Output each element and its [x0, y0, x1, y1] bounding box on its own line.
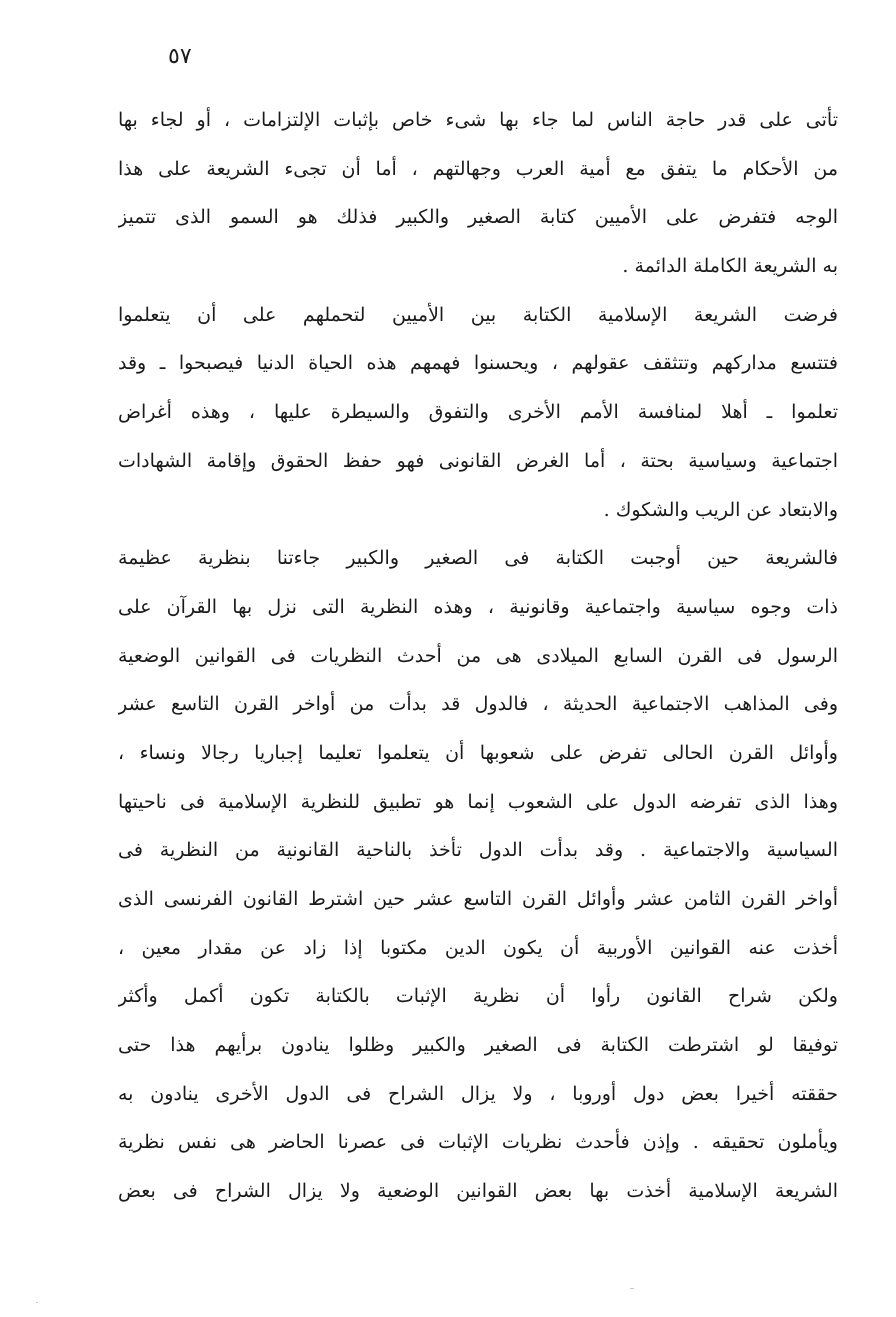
body-text [118, 96, 838, 1216]
scan-speck [630, 1288, 634, 1289]
text-line: الرسول فى القرن السابع الميلادى هى من أحدث النظريات فى القوانين الوضعية [118, 644, 838, 667]
text-line: حققته أخيرا بعض دول أوروبا ، ولا يزال الشراح فى الدول الأخرى ينادون به [118, 1082, 838, 1105]
text-line: توفيقا لو اشترطت الكتابة فى الصغير والكبير وظلوا ينادون برأيهم هذا حتى [118, 1034, 838, 1057]
text-line: وفى المذاهب الاجتماعية الحديثة ، فالدول قد بدأت من أواخر القرن التاسع عشر [118, 693, 838, 716]
text-line: أخذت عنه القوانين الأوربية أن يكون الدين مكتوبا إذا زاد عن مقدار معين ، [118, 936, 838, 959]
text-line: فرضت الشريعة الإسلامية الكتابة بين الأميين لتحملهم على أن يتعلموا [118, 303, 838, 326]
text-line: الشريعة الإسلامية أخذت بها بعض القوانين الوضعية ولا يزال الشراح فى بعض [118, 1180, 838, 1203]
paragraph-2 [118, 291, 838, 534]
paragraph-3 [118, 534, 838, 1216]
text-line: والابتعاد عن الريب والشكوك . [603, 498, 838, 521]
text-line: من الأحكام ما يتفق مع أمية العرب وجهالتهم ، أما أن تجىء الشريعة على هذا [118, 157, 838, 180]
text-line: ويأملون تحقيقه . وإذن فأحدث نظريات الإثبات فى عصرنا الحاضر هى نفس نظرية [118, 1131, 838, 1154]
text-line: وهذا الذى تفرضه الدول على الشعوب إنما هو تطبيق للنظرية الإسلامية فى ناحيتها [118, 790, 838, 813]
text-line: السياسية والاجتماعية . وقد بدأت الدول تأخذ بالناحية القانونية من النظرية فى [118, 839, 838, 862]
text-line: ذات وجوه سياسية واجتماعية وقانونية ، وهذه النظرية التى نزل بها القرآن على [118, 595, 838, 618]
paragraph-1 [118, 96, 838, 291]
text-line: أواخر القرن الثامن عشر وأوائل القرن التاسع عشر حين اشترط القانون الفرنسى الذى [118, 888, 838, 910]
text-line: فالشريعة حين أوجبت الكتابة فى الصغير والكبير جاءتنا بنظرية عظيمة [118, 547, 838, 570]
text-line: ولكن شراح القانون رأوا أن نظرية الإثبات بالكتابة تكون أكمل وأكثر [118, 985, 838, 1008]
text-line: فتتسع مداركهم وتتثقف عقولهم ، ويحسنوا فهمهم هذه الحياة الدنيا فيصبحوا ـ وقد [118, 352, 838, 375]
text-line: وأوائل القرن الحالى تفرض على شعوبها أن يتعلموا تعليما إجباريا رجالا ونساء ، [118, 741, 838, 764]
text-line: تعلموا ـ أهلا لمنافسة الأمم الأخرى والتفوق والسيطرة عليها ، وهذه أغراض [118, 401, 838, 424]
text-line: الوجه فتفرض على الأميين كتابة الصغير والكبير فذلك هو السمو الذى تتميز [118, 206, 838, 229]
page-number: ٥٧ [168, 44, 192, 69]
scan-speck [36, 1302, 38, 1303]
text-line: اجتماعية وسياسية بحتة ، أما الغرض القانونى فهو حفظ الحقوق وإقامة الشهادات [118, 449, 838, 472]
text-line: تأتى على قدر حاجة الناس لما جاء بها شىء خاص بإثبات الإلتزامات ، أو لجاء بها [118, 109, 838, 131]
text-line: به الشريعة الكاملة الدائمة . [622, 255, 838, 278]
